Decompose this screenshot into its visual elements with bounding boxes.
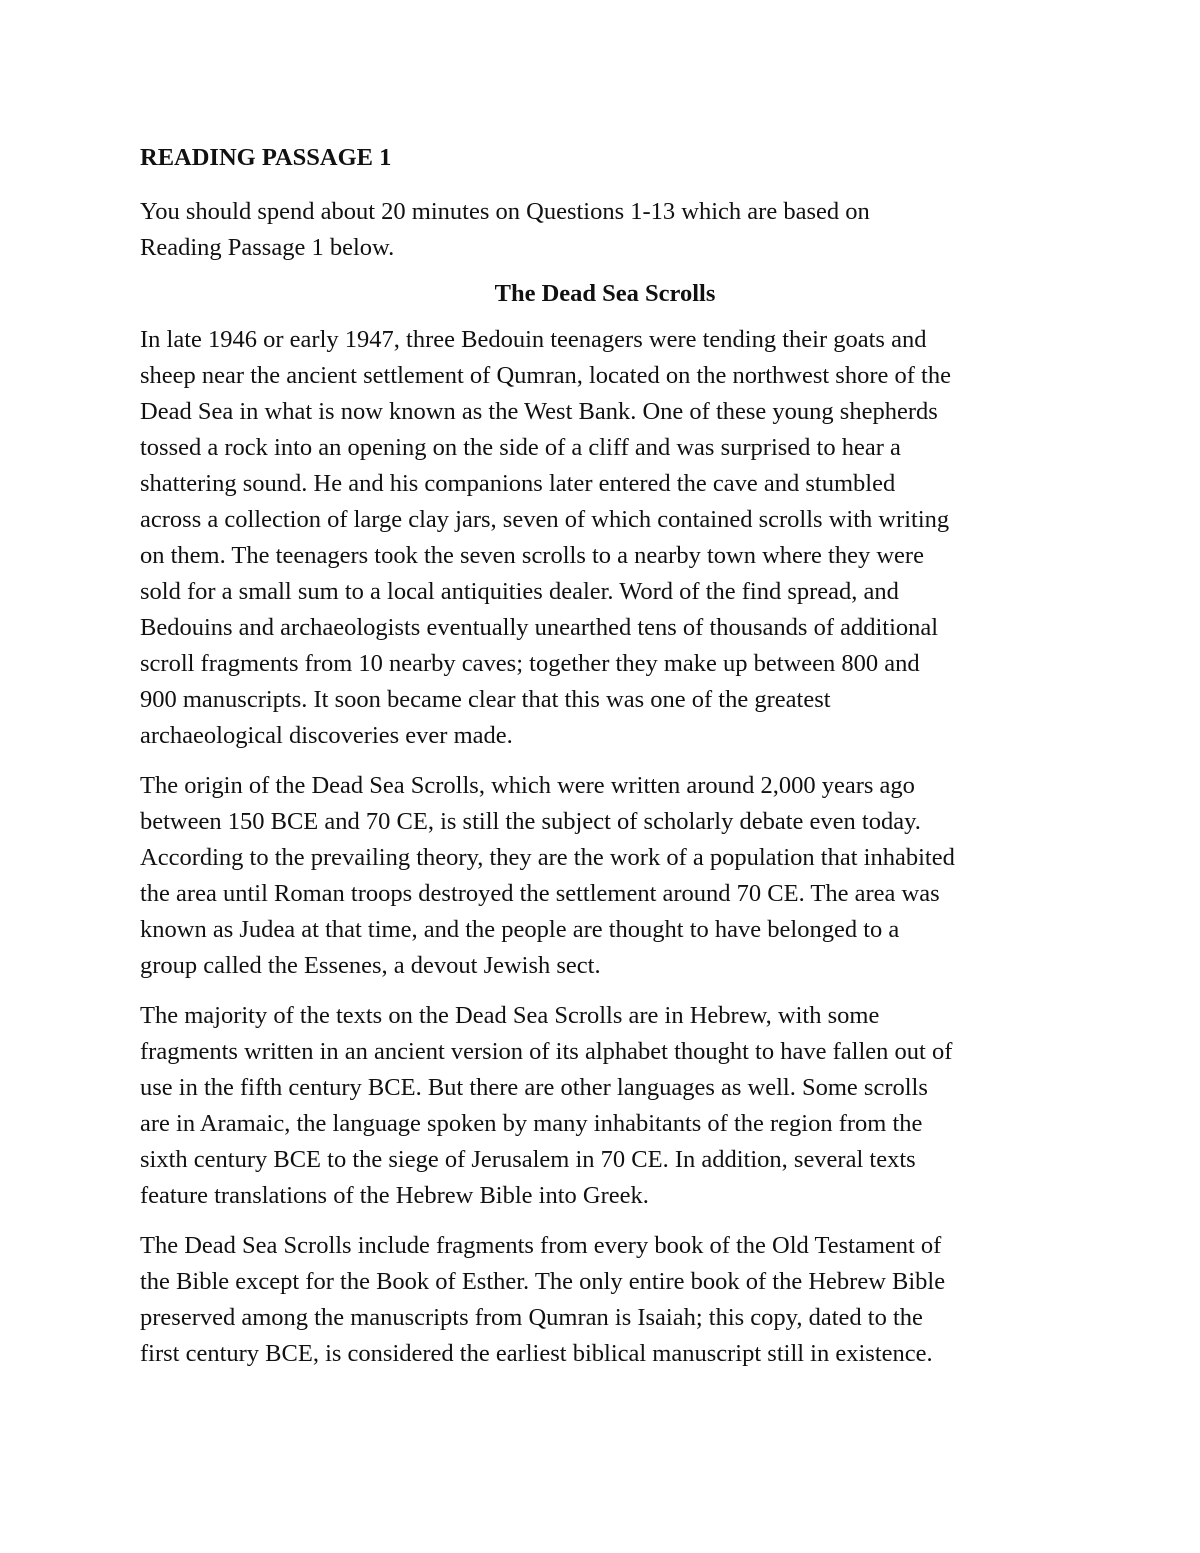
paragraph-4 [140, 1228, 1070, 1372]
paragraph-line: first century BCE, is considered the earliest biblical manuscript still in existence. [140, 1340, 933, 1367]
paragraph-line: between 150 BCE and 70 CE, is still the subject of scholarly debate even today. [140, 808, 921, 835]
paragraph-line: tossed a rock into an opening on the side of a cliff and was surprised to hear a [140, 434, 901, 461]
passage-label: READING PASSAGE 1 [140, 144, 392, 171]
instructions-line: You should spend about 20 minutes on Questions 1-13 which are based on [140, 198, 870, 225]
paragraph-line: The Dead Sea Scrolls include fragments from every book of the Old Testament of [140, 1232, 942, 1259]
paragraph-line: Dead Sea in what is now known as the West Bank. One of these young shepherds [140, 398, 938, 425]
paragraph-line: sheep near the ancient settlement of Qumran, located on the northwest shore of the [140, 362, 951, 389]
paragraph-line: on them. The teenagers took the seven scrolls to a nearby town where they were [140, 542, 924, 569]
paragraph-line: group called the Essenes, a devout Jewish sect. [140, 952, 601, 979]
paragraph-line: Bedouins and archaeologists eventually unearthed tens of thousands of additional [140, 614, 939, 641]
document-body [140, 140, 1070, 1386]
paragraph-line: The origin of the Dead Sea Scrolls, which were written around 2,000 years ago [140, 772, 915, 799]
paragraph-line: fragments written in an ancient version of its alphabet thought to have fallen out of [140, 1038, 953, 1065]
paragraph-2 [140, 768, 1070, 984]
paragraph-line: shattering sound. He and his companions later entered the cave and stumbled [140, 470, 896, 497]
instructions-line: Reading Passage 1 below. [140, 234, 395, 261]
paragraph-line: sixth century BCE to the siege of Jerusalem in 70 CE. In addition, several texts [140, 1146, 916, 1173]
paragraph-line: preserved among the manuscripts from Qumran is Isaiah; this copy, dated to the [140, 1304, 923, 1331]
paragraph-line: use in the fifth century BCE. But there are other languages as well. Some scrolls [140, 1074, 928, 1101]
paragraph-line: 900 manuscripts. It soon became clear that this was one of the greatest [140, 686, 831, 713]
paragraph-3 [140, 998, 1070, 1214]
paragraph-line: the area until Roman troops destroyed the settlement around 70 CE. The area was [140, 880, 940, 907]
paragraph-line: feature translations of the Hebrew Bible into Greek. [140, 1182, 649, 1209]
paragraph-line: across a collection of large clay jars, seven of which contained scrolls with writing [140, 506, 950, 533]
instructions [140, 194, 1070, 266]
paragraph-line: the Bible except for the Book of Esther. The only entire book of the Hebrew Bible [140, 1268, 946, 1295]
paragraph-line: sold for a small sum to a local antiquities dealer. Word of the find spread, and [140, 578, 899, 605]
paragraph-line: According to the prevailing theory, they are the work of a population that inhabited [140, 844, 955, 871]
paragraph-line: archaeological discoveries ever made. [140, 722, 513, 749]
paragraph-line: are in Aramaic, the language spoken by many inhabitants of the region from the [140, 1110, 923, 1137]
paragraph-line: scroll fragments from 10 nearby caves; together they make up between 800 and [140, 650, 920, 677]
paragraph-1 [140, 322, 1070, 754]
passage-title: The Dead Sea Scrolls [494, 280, 716, 307]
paragraph-line: In late 1946 or early 1947, three Bedouin teenagers were tending their goats and [140, 326, 927, 353]
paragraph-line: known as Judea at that time, and the people are thought to have belonged to a [140, 916, 900, 943]
paragraph-line: The majority of the texts on the Dead Sea Scrolls are in Hebrew, with some [140, 1002, 880, 1029]
